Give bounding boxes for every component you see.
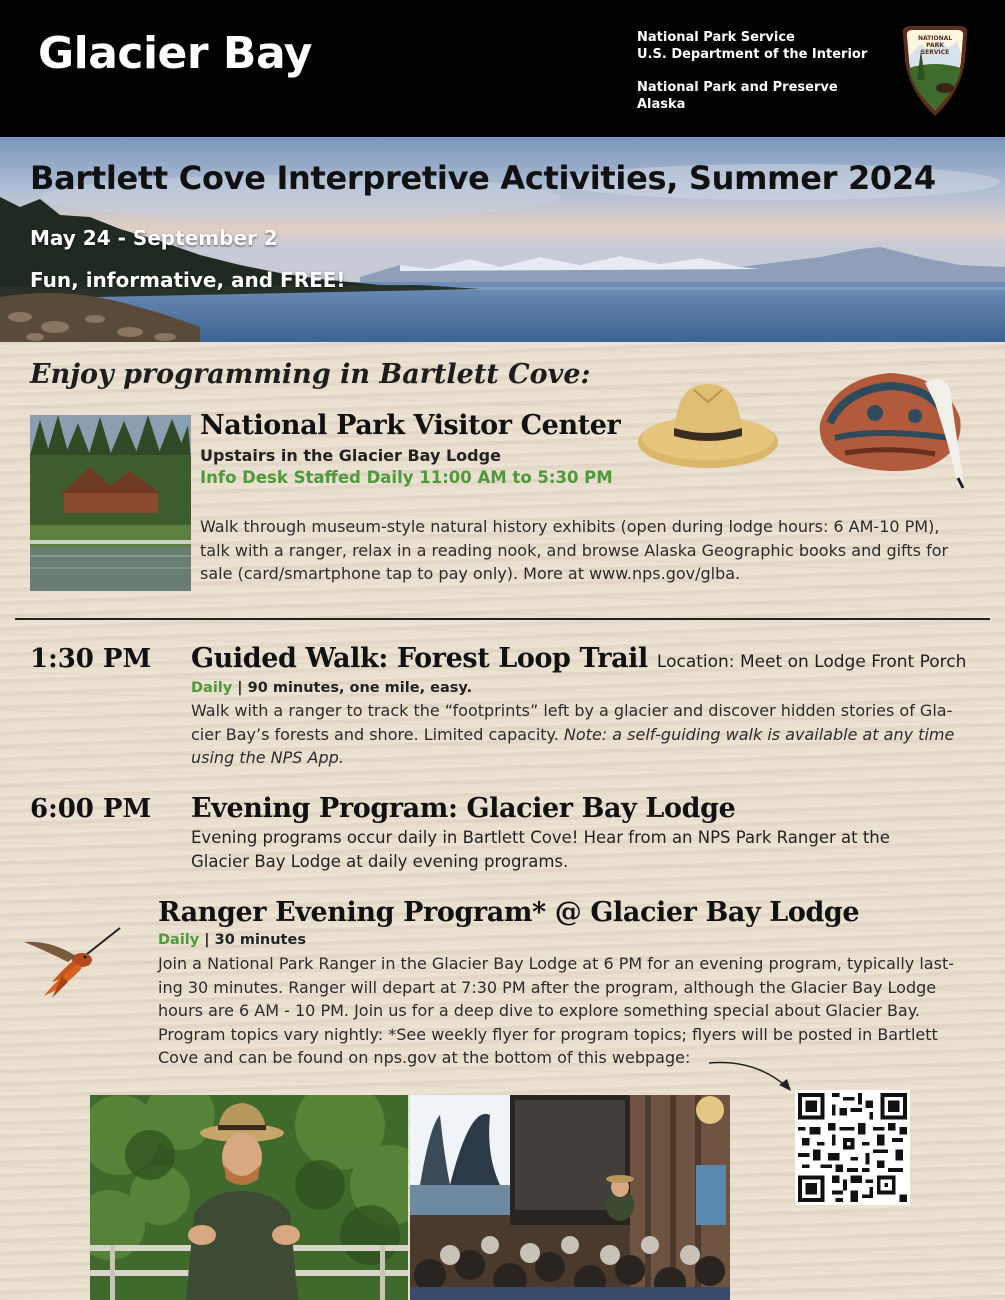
walk-details: | 90 minutes, one mile, easy. [232, 680, 472, 696]
hero-banner [0, 137, 1005, 342]
tagline: Fun, informative, and FREE! [30, 268, 346, 292]
emblem-text: SERVICE [920, 49, 950, 56]
park-name: Glacier Bay [38, 28, 312, 79]
ranger-program-frequency: Daily [158, 932, 200, 948]
evening-program-photo [410, 1095, 730, 1300]
agency-block [637, 30, 867, 113]
header-bar [0, 0, 1005, 137]
section-heading: Enjoy programming in Bartlett Cove: [30, 359, 591, 390]
ranger-program-meta [158, 932, 306, 948]
nps-arrowhead-icon [895, 20, 975, 120]
section-divider [15, 618, 990, 620]
ranger-program-title: Ranger Evening Program* @ Glacier Bay Lodge [158, 897, 860, 928]
visitor-center-title: National Park Visitor Center [200, 410, 621, 441]
hummingbird-icon [22, 920, 122, 1000]
emblem-text: NATIONAL [917, 35, 953, 42]
walk-title: Guided Walk: Forest Loop Trail Location: Meet on Lodge Front Porch [191, 643, 967, 674]
ranger-program-details: | 30 minutes [199, 932, 306, 948]
season-dates: May 24 - September 2 [30, 226, 278, 250]
woven-hat-icon [815, 368, 970, 493]
walk-location: Location: Meet on Lodge Front Porch [656, 652, 967, 672]
agency-line: National Park Service [637, 30, 795, 45]
ranger-photo [90, 1095, 408, 1300]
visitor-center-hours: Info Desk Staffed Daily 11:00 AM to 5:30 PM [200, 468, 613, 487]
page-title: Bartlett Cove Interpretive Activities, Summer 2024 [30, 159, 936, 197]
ranger-hat-icon [636, 372, 781, 477]
visitor-center-description: Walk through museum-style natural history exhibits (open during lodge hours: 6 AM-10 PM), talk with a ranger, relax in a reading nook, and browse Alaska Geographic books and gifts for sale (card/smartphone tap to pay only). More at www.nps.gov/glba. [200, 517, 949, 583]
evening-title: Evening Program: Glacier Bay Lodge [191, 793, 736, 824]
emblem-text: PARK [926, 42, 944, 49]
department-line: U.S. Department of the Interior [637, 46, 868, 62]
curved-arrow-icon [705, 1055, 805, 1095]
state-line: Alaska [637, 96, 686, 112]
walk-time: 1:30 PM [30, 644, 152, 674]
walk-frequency: Daily [191, 680, 233, 696]
qr-code-icon[interactable] [795, 1090, 910, 1205]
walk-description: Walk with a ranger to track the “footprints” left by a glacier and discover hidden stories of Gla- cier Bay’s forests and shore. Limited capacity. Note: a self-guiding walk is available at any time using the NPS App. [191, 701, 955, 767]
evening-description: Evening programs occur daily in Bartlett Cove! Hear from an NPS Park Ranger at the Glacier Bay Lodge at daily evening programs. [191, 828, 890, 871]
evening-time: 6:00 PM [30, 794, 152, 824]
unit-type-line: National Park and Preserve [637, 80, 838, 95]
visitor-center-location: Upstairs in the Glacier Bay Lodge [200, 446, 501, 465]
walk-meta [191, 680, 472, 696]
visitor-center-photo [30, 415, 191, 591]
ranger-program-description: Join a National Park Ranger in the Glacier Bay Lodge at 6 PM for an evening program, typically last- ing 30 minutes. Ranger will depart at 7:30 PM after the program, although the Glacier Bay Lodge hours are 6 AM - 10 PM. Join us for a deep dive to explore something special about Glacier Bay. Program topics vary nightly: *See weekly flyer for program topics; flyers will be posted in Bartlett Cove and can be found on nps.gov at the bottom of this webpage: [158, 954, 954, 1067]
